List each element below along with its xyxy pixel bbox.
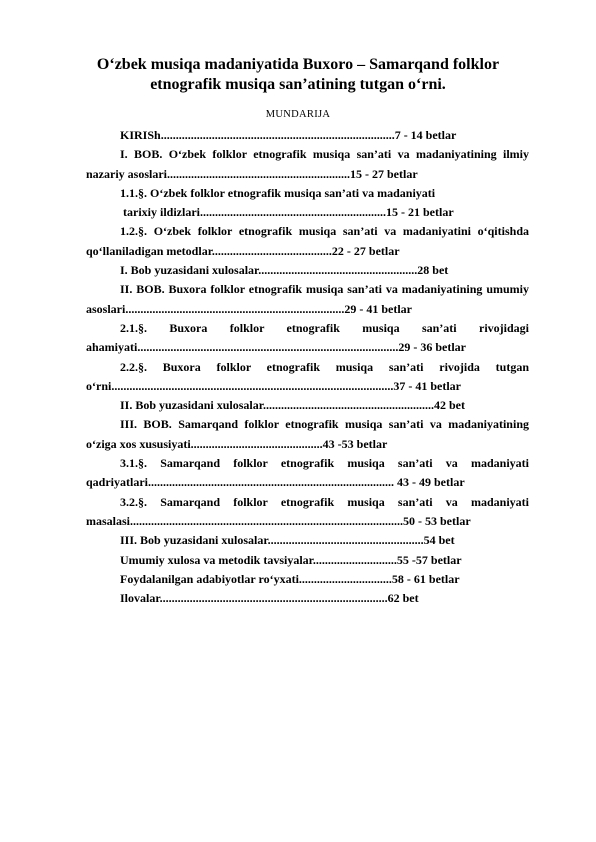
toc-entry: I. BOB. O‘zbek folklor etnografik musiqa san’ati va madaniyatining ilmiy nazariy asoslari.............................................................15 - 27 betlar <box>86 147 529 181</box>
toc-entry: II. Bob yuzasidani xulosalar.........................................................42 bet <box>120 398 465 413</box>
document-title <box>80 55 516 95</box>
toc-entry: III. Bob yuzasidani xulosalar....................................................54 bet <box>120 533 455 548</box>
table-of-contents <box>86 126 529 608</box>
toc-entry: 1.2.§. O‘zbek folklor etnografik musiqa san’ati va madaniyatini o‘qitishda qo‘llaniladigan metodlar........................................22 - 27 betlar <box>86 224 529 258</box>
toc-entry: III. BOB. Samarqand folklor etnografik musiqa san’ati va madaniyatining o‘ziga xos xususiyati............................................43 -53 betlar <box>86 417 529 451</box>
toc-entry: KIRISh..............................................................................7 - 14 betlar <box>120 128 457 142</box>
toc-entry: 3.1.§. Samarqand folklor etnografik musiqa san’ati va madaniyati qadriyatlari.................................................................................. 43 - 49 betlar <box>86 456 529 490</box>
toc-entry: 3.2.§. Samarqand folklor etnografik musiqa san’ati va madaniyati masalasi...........................................................................................50 - 53 betlar <box>86 494 529 528</box>
toc-entry: 2.2.§. Buxora folklor etnografik musiqa san’ati rivojida tutgan o‘rni..............................................................................................37 - 41 betlar <box>86 359 529 393</box>
toc-entry: tarixiy ildizlari..............................................................15 - 21 betlar <box>123 205 454 220</box>
title-line-1: O‘zbek musiqa madaniyatida Buxoro – Samarqand folklor <box>96 56 500 73</box>
toc-entry: I. Bob yuzasidani xulosalar.....................................................28 bet <box>120 263 449 278</box>
contents-heading: MUNDARIJA <box>265 109 331 120</box>
toc-entry: Umumiy xulosa va metodik tavsiyalar............................55 -57 betlar <box>120 552 462 567</box>
toc-entry: Ilovalar............................................................................62 bet <box>120 591 419 606</box>
toc-entry: II. BOB. Buxora folklor etnografik musiqa san’ati va madaniyatining umumiy asoslari.........................................................................29 - 41 betlar <box>86 282 529 316</box>
toc-entry: 2.1.§. Buxora folklor etnografik musiqa san’ati rivojidagi ahamiyati.......................................................................................29 - 36 betlar <box>86 320 529 355</box>
title-line-2: etnografik musiqa san’atining tutgan o‘rni. <box>150 76 446 93</box>
toc-entry: Foydalanilgan adabiyotlar ro‘yxati...............................58 - 61 betlar <box>120 571 460 586</box>
toc-entry: 1.1.§. O‘zbek folklor etnografik musiqa san’ati va madaniyati <box>120 185 436 200</box>
